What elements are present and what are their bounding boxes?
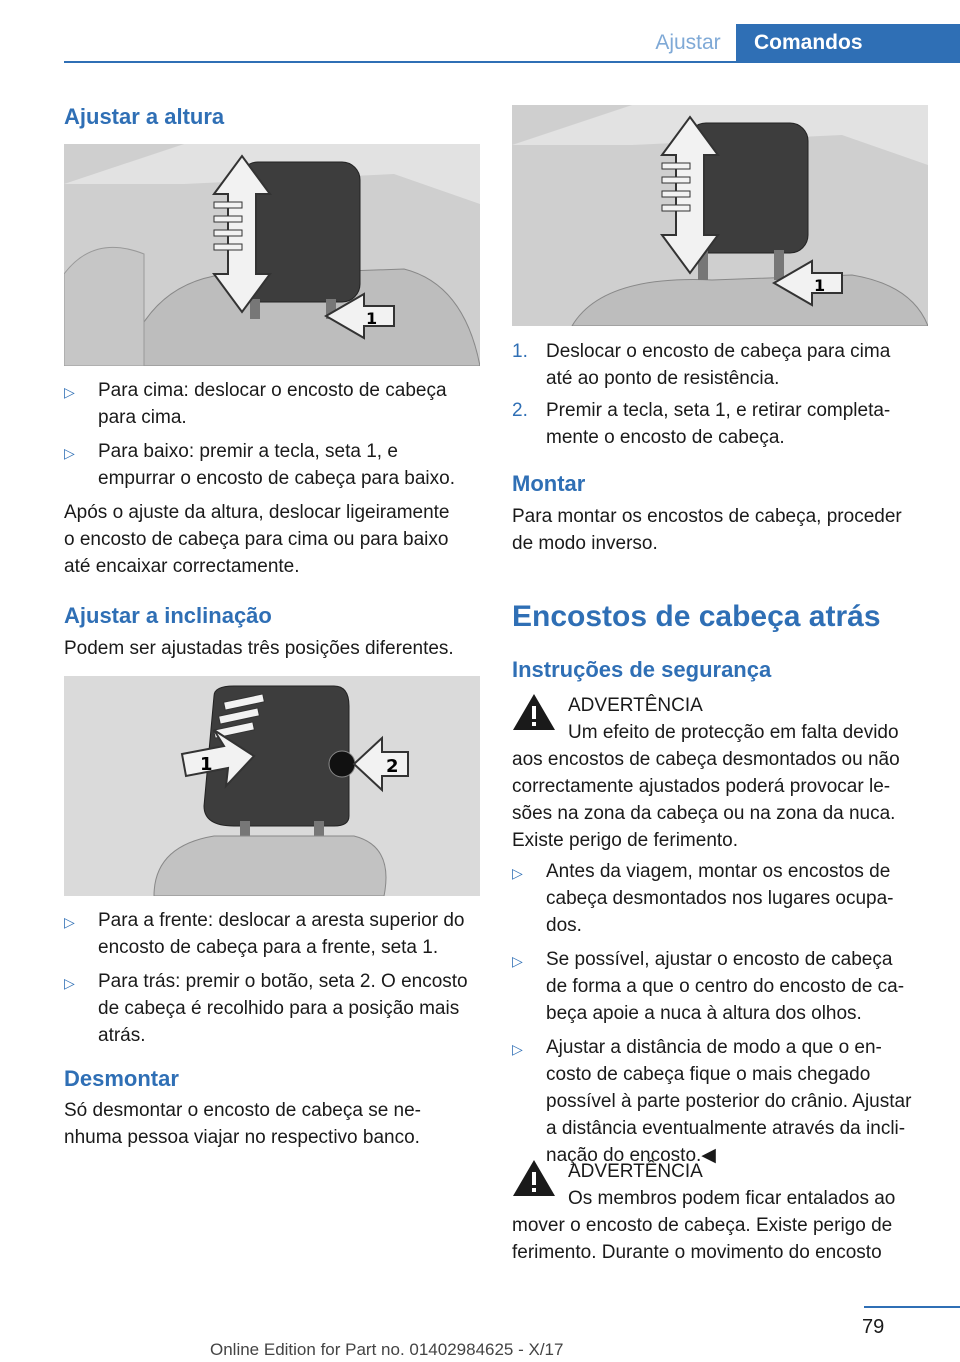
page-number: 79 bbox=[862, 1316, 885, 1338]
bullet-icon: ▷ bbox=[512, 953, 523, 969]
bullet-icon: ▷ bbox=[64, 445, 75, 461]
list-item: ▷ Para baixo: premir a tecla, seta 1, e empurrar o encosto de cabeça para baixo. bbox=[64, 438, 480, 492]
header-rule bbox=[64, 61, 960, 63]
bullet-icon: ▷ bbox=[512, 865, 523, 881]
heading-instrucoes-seguranca: Instruções de segurança bbox=[512, 657, 772, 682]
list-item: ▷ Para trás: premir o botão, seta 2. O encosto de cabeça é recolhido para a posição mais atrás. bbox=[64, 968, 480, 1049]
heading-ajustar-altura: Ajustar a altura bbox=[64, 104, 225, 129]
figure3-label: 1 bbox=[814, 276, 826, 295]
bullet-icon: ▷ bbox=[512, 1041, 523, 1057]
bullet-icon: ▷ bbox=[64, 975, 75, 991]
figure-headrest-height bbox=[64, 144, 480, 366]
list-item: ▷ Para cima: deslocar o encosto de cabeça para cima. bbox=[64, 377, 480, 431]
figure-headrest-tilt bbox=[64, 676, 480, 896]
header-chapter: Comandos bbox=[736, 24, 960, 62]
warning-block-2: ADVERTÊNCIA Os membros podem ficar entalados ao mover o encosto de cabeça. Existe perigo de ferimento. Durante o movimento do encosto bbox=[512, 1158, 932, 1266]
list-item: ▷ Antes da viagem, montar os encostos de cabeça desmontados nos lugares ocupa- dos. bbox=[512, 858, 932, 939]
warning-icon bbox=[512, 692, 556, 732]
list-item-step: 2. Premir a tecla, seta 1, e retirar completa- mente o encosto de cabeça. bbox=[512, 400, 891, 448]
footer-rule bbox=[864, 1306, 960, 1308]
heading-encostos-atras: Encostos de cabeça atrás bbox=[512, 600, 881, 633]
figure1-label: 1 bbox=[366, 309, 378, 328]
bullet-icon: ▷ bbox=[64, 384, 75, 400]
figure2-label2: 2 bbox=[386, 756, 399, 777]
paragraph-montar: Para montar os encostos de cabeça, proceder de modo inverso. bbox=[512, 506, 902, 554]
list-item: ▷ Ajustar a distância de modo a que o en- costo de cabeça fique o mais chegado possível à parte posterior do crânio. Ajustar a distância eventualmente através da incli- nação do encosto.◀ bbox=[512, 1034, 932, 1169]
paragraph-altura: Após o ajuste da altura, deslocar ligeiramente o encosto de cabeça para cima ou para baixo até encaixar correctamente. bbox=[64, 502, 450, 577]
bullet-icon: ▷ bbox=[64, 914, 75, 930]
warning-block-1: ADVERTÊNCIA Um efeito de protecção em falta devido aos encostos de cabeça desmontados ou não correctamente ajustados poderá provocar le- sões na zona da cabeça ou na zona da nuca. Existe perigo de ferimento. bbox=[512, 692, 932, 854]
edition-note: Online Edition for Part no. 01402984625 - X/17 bbox=[210, 1340, 564, 1359]
paragraph-inclinacao: Podem ser ajustadas três posições diferentes. bbox=[64, 638, 454, 659]
heading-ajustar-inclinacao: Ajustar a inclinação bbox=[64, 603, 272, 628]
heading-desmontar: Desmontar bbox=[64, 1066, 179, 1091]
header-section: Ajustar bbox=[655, 31, 721, 54]
list-item: ▷ Para a frente: deslocar a aresta superior do encosto de cabeça para a frente, seta 1. bbox=[64, 907, 480, 961]
list-item: ▷ Se possível, ajustar o encosto de cabeça de forma a que o centro do encosto de ca- beça apoie a nuca à altura dos olhos. bbox=[512, 946, 932, 1027]
list-item-step: 1. Deslocar o encosto de cabeça para cima até ao ponto de resistência. bbox=[512, 341, 891, 389]
heading-montar: Montar bbox=[512, 471, 586, 496]
warning-icon bbox=[512, 1158, 556, 1198]
figure2-label1: 1 bbox=[200, 754, 213, 775]
figure-headrest-remove bbox=[512, 105, 928, 326]
paragraph-desmontar: Só desmontar o encosto de cabeça se ne- nhuma pessoa viajar no respectivo banco. bbox=[64, 1100, 422, 1148]
